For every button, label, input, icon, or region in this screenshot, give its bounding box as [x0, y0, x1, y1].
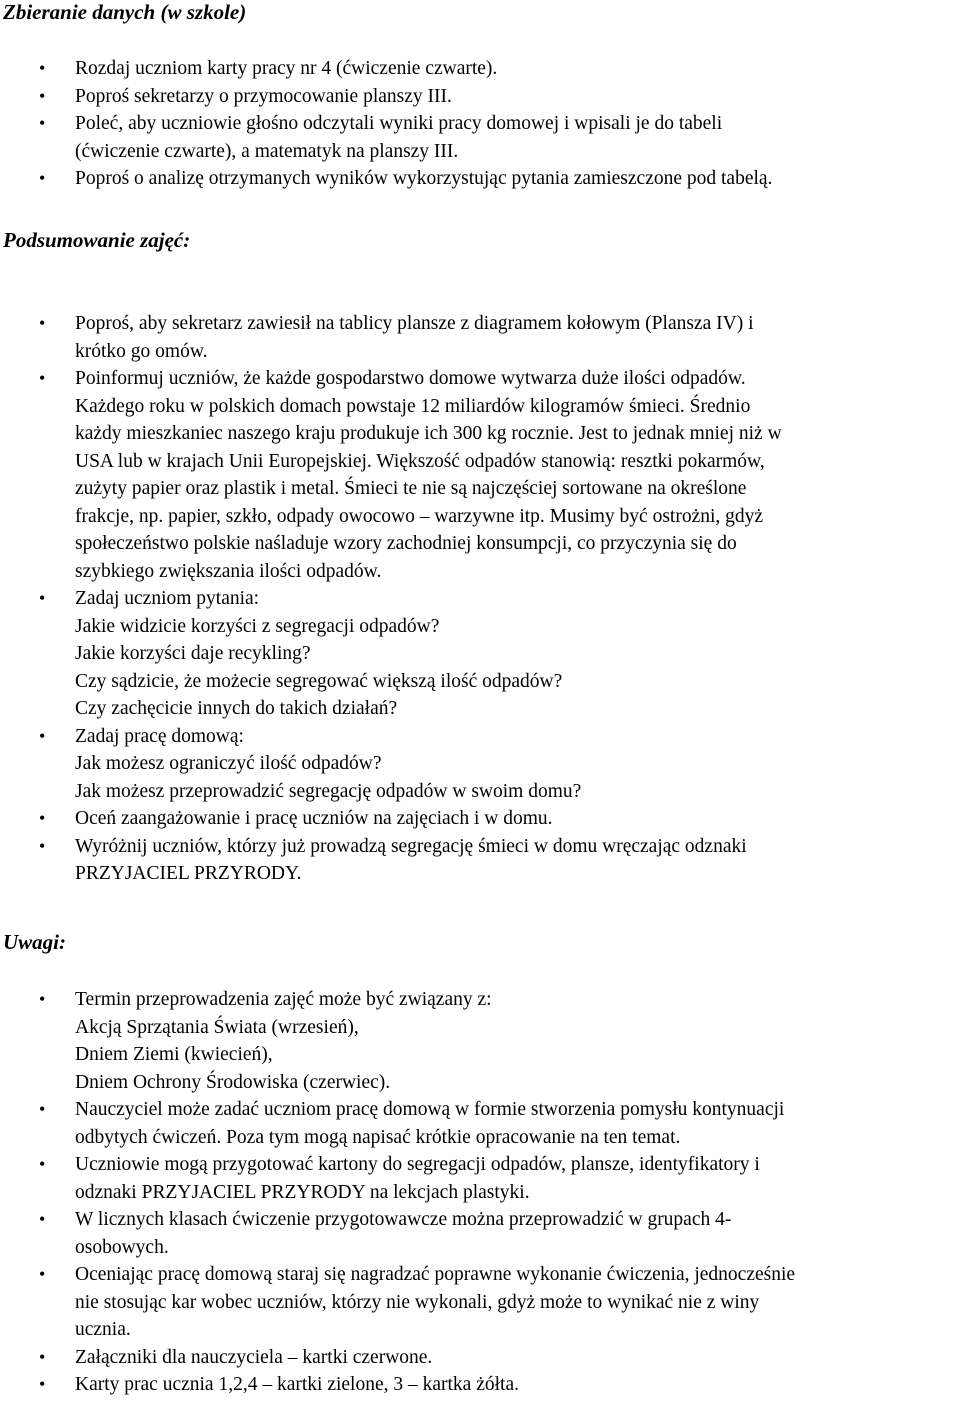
- list-item: [75, 365, 960, 585]
- list-item-text: [75, 365, 960, 585]
- list-item-text: [75, 1344, 960, 1372]
- list-item: [75, 805, 960, 833]
- list-item: [75, 833, 960, 888]
- text-line: • Poleć, aby uczniowie głośno odczytali wyniki pracy domowej i wpisali je do tabeli: [75, 113, 723, 134]
- text-line: • Zadaj pracę domową:: [75, 725, 244, 747]
- text-line: (ćwiczenie czwarte), a matematyk na planszy III.: [75, 140, 459, 162]
- notes-list: [75, 986, 960, 1399]
- list-item-text: [75, 986, 960, 1096]
- list-item-text: [75, 805, 960, 833]
- text-line: każdy mieszkaniec naszego kraju produkuje ich 300 kg rocznie. Jest to jednak mniej niż w: [75, 423, 782, 444]
- list-item: [75, 110, 960, 165]
- text-line: • Oceń zaangażowanie i pracę uczniów na zajęciach i w domu.: [75, 808, 553, 829]
- text-line: • Załączniki dla nauczyciela – kartki czerwone.: [75, 1346, 433, 1368]
- list-item: [75, 1151, 960, 1206]
- text-line: • Oceniając pracę domową staraj się nagradzać poprawne wykonanie ćwiczenia, jednocześnie: [75, 1264, 796, 1285]
- list-item-text: [75, 110, 960, 165]
- section-heading-summary: Podsumowanie zajęć:: [3, 228, 191, 252]
- list-item: [75, 1261, 960, 1344]
- text-line: • Poproś sekretarzy o przymocowanie planszy III.: [75, 85, 452, 107]
- list-item-text: [75, 165, 960, 193]
- text-line: • Termin przeprowadzenia zajęć może być związany z:: [75, 989, 492, 1010]
- text-line: • Uczniowie mogą przygotować kartony do segregacji odpadów, plansze, identyfikatory i: [75, 1154, 760, 1175]
- summary-list: [75, 310, 960, 888]
- section-heading-notes: Uwagi:: [3, 930, 66, 954]
- text-line: • Poinformuj uczniów, że każde gospodarstwo domowe wytwarza duże ilości odpadów.: [75, 368, 746, 389]
- text-line: • Nauczyciel może zadać uczniom pracę domową w formie stworzenia pomysłu kontynuacji: [75, 1099, 785, 1120]
- text-line: Akcją Sprzątania Świata (wrzesień),: [75, 1016, 359, 1038]
- list-item-text: [75, 1206, 960, 1261]
- list-item: [75, 1096, 960, 1151]
- list-item-text: [75, 723, 960, 806]
- list-item-text: [75, 55, 960, 83]
- text-line: odbytych ćwiczeń. Poza tym mogą napisać krótkie opracowanie na ten temat.: [75, 1126, 681, 1148]
- text-line: szybkiego zwiększania ilości odpadów.: [75, 560, 382, 582]
- list-item-text: [75, 1151, 960, 1206]
- text-line: Dniem Ochrony Środowiska (czerwiec).: [75, 1071, 391, 1093]
- text-line: • Poproś, aby sekretarz zawiesił na tablicy plansze z diagramem kołowym (Plansza IV) i: [75, 313, 754, 334]
- text-line: nie stosując kar wobec uczniów, którzy nie wykonali, gdyż może to wynikać nie z winy: [75, 1291, 760, 1313]
- list-item: [75, 165, 960, 193]
- list-item: [75, 1206, 960, 1261]
- text-line: • Poproś o analizę otrzymanych wyników wykorzystując pytania zamieszczone pod tabelą.: [75, 168, 773, 189]
- data-collection-list: [75, 55, 960, 193]
- list-item-text: [75, 310, 960, 365]
- text-line: • Zadaj uczniom pytania:: [75, 588, 260, 609]
- text-line: Dniem Ziemi (kwiecień),: [75, 1044, 273, 1065]
- text-line: USA lub w krajach Unii Europejskiej. Większość odpadów stanowią: resztki pokarmów,: [75, 450, 765, 472]
- list-item: [75, 723, 960, 806]
- text-line: frakcje, np. papier, szkło, odpady owocowo – warzywne itp. Musimy być ostrożni, gdyż: [75, 505, 764, 527]
- text-line: • Wyróżnij uczniów, którzy już prowadzą segregację śmieci w domu wręczając odznaki: [75, 835, 747, 857]
- text-line: krótko go omów.: [75, 340, 208, 362]
- text-line: Jakie korzyści daje recykling?: [75, 643, 311, 664]
- text-line: Jakie widzicie korzyści z segregacji odpadów?: [75, 615, 440, 637]
- list-item-text: [75, 585, 960, 723]
- text-line: • Karty prac ucznia 1,2,4 – kartki zielone, 3 – kartka żółta.: [75, 1374, 519, 1395]
- text-line: społeczeństwo polskie naśladuje wzory zachodniej konsumpcji, co przyczynia się do: [75, 533, 737, 554]
- list-item: [75, 1371, 960, 1399]
- text-line: Czy sądzicie, że możecie segregować większą ilość odpadów?: [75, 670, 563, 692]
- list-item-text: [75, 1096, 960, 1151]
- list-item: [75, 83, 960, 111]
- text-line: Czy zachęcicie innych do takich działań?: [75, 698, 398, 719]
- text-line: Każdego roku w polskich domach powstaje 12 miliardów kilogramów śmieci. Średnio: [75, 395, 751, 417]
- list-item-text: [75, 1261, 960, 1344]
- text-line: PRZYJACIEL PRZYRODY.: [75, 863, 302, 884]
- list-item-text: [75, 83, 960, 111]
- section-heading-data-collection: Zbieranie danych (w szkole): [3, 0, 247, 24]
- list-item: [75, 310, 960, 365]
- text-line: Jak możesz przeprowadzić segregację odpadów w swoim domu?: [75, 780, 582, 802]
- text-line: osobowych.: [75, 1236, 169, 1258]
- text-line: • W licznych klasach ćwiczenie przygotowawcze można przeprowadzić w grupach 4-: [75, 1209, 732, 1230]
- list-item-text: [75, 1371, 960, 1399]
- text-line: zużyty papier oraz plastik i metal. Śmieci te nie są najczęściej sortowane na określone: [75, 478, 747, 499]
- list-item: [75, 585, 960, 723]
- text-line: Jak możesz ograniczyć ilość odpadów?: [75, 753, 382, 774]
- text-line: odznaki PRZYJACIEL PRZYRODY na lekcjach plastyki.: [75, 1181, 530, 1203]
- list-item: [75, 1344, 960, 1372]
- list-item: [75, 55, 960, 83]
- list-item: [75, 986, 960, 1096]
- text-line: • Rozdaj uczniom karty pracy nr 4 (ćwiczenie czwarte).: [75, 58, 498, 79]
- list-item-text: [75, 833, 960, 888]
- text-line: ucznia.: [75, 1319, 131, 1340]
